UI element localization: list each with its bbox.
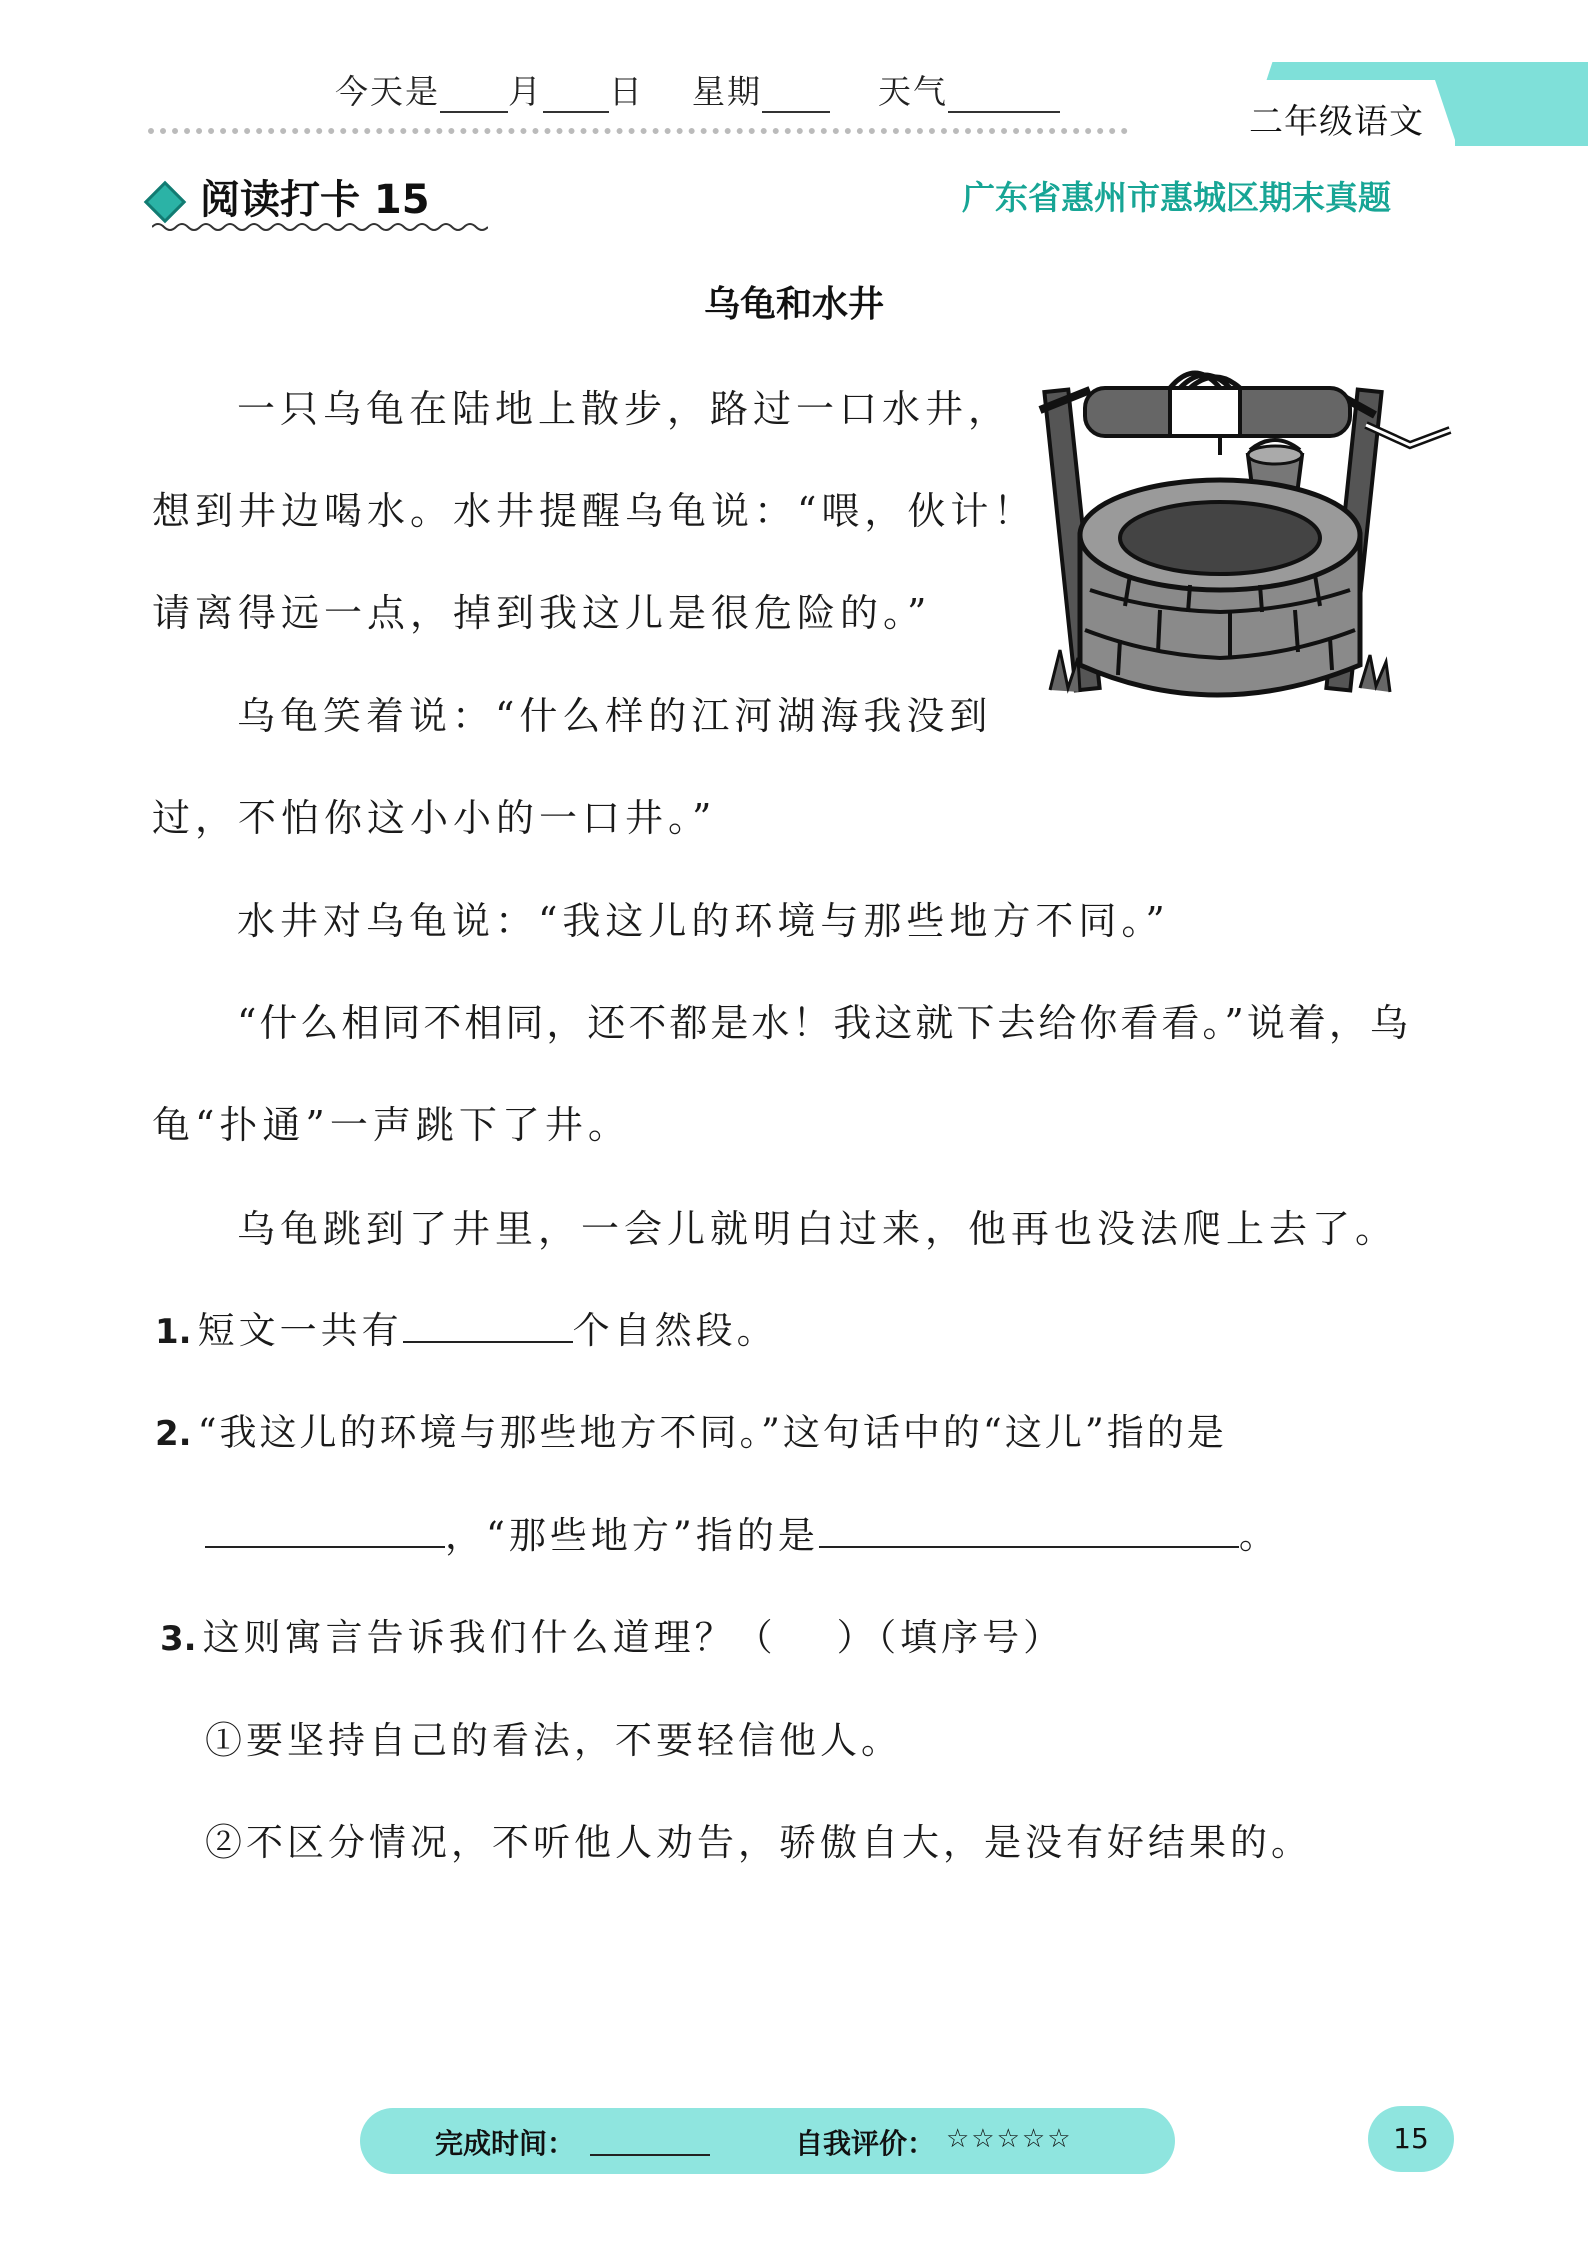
question-text: ）（填序号）	[836, 1616, 1065, 1659]
footer-bar	[360, 2108, 1175, 2174]
story-line: 龟“扑通”一声跳下了井。	[152, 1103, 631, 1147]
page-number: 15	[1368, 2106, 1454, 2172]
question-text: ，“那些地方”指的是	[445, 1514, 819, 1557]
day-blank[interactable]	[543, 77, 609, 113]
date-line	[335, 66, 1060, 113]
wave-underline	[152, 221, 488, 233]
question-number: 3.	[160, 1619, 197, 1659]
question-text: 短文一共有	[197, 1309, 403, 1352]
exam-source: 广东省惠州市惠城区期末真题	[962, 178, 1391, 217]
weather-blank[interactable]	[948, 77, 1060, 113]
story-line: 乌龟跳到了井里，一会儿就明白过来，他再也没法爬上去了。	[237, 1207, 1399, 1251]
story-title: 乌龟和水井	[703, 284, 884, 325]
well-illustration	[1030, 370, 1460, 730]
weekday-blank[interactable]	[762, 77, 830, 113]
answer-blank[interactable]	[403, 1309, 573, 1343]
section-title-text: 阅读打卡 15	[200, 177, 430, 223]
diamond-icon	[144, 181, 186, 223]
rating-stars[interactable]: ☆☆☆☆☆	[946, 2124, 1073, 2154]
section-title	[150, 168, 430, 225]
question-text: 这则寓言告诉我们什么道理？（	[202, 1616, 777, 1659]
question-text: 个自然段。	[572, 1309, 778, 1352]
story-line: 请离得远一点，掉到我这儿是很危险的。”	[152, 591, 932, 635]
question-2	[155, 1402, 1227, 1456]
day-label: 日	[609, 72, 644, 111]
story-line: 一只乌龟在陆地上散步，路过一口水井，	[237, 387, 1012, 431]
option-1: ①要坚持自己的看法，不要轻信他人。	[205, 1719, 902, 1762]
answer-blank[interactable]	[819, 1514, 1239, 1548]
month-label: 月	[508, 72, 543, 111]
story-line: “什么相同不相同，还不都是水！我这就下去给你看看。”说着，乌	[237, 1001, 1411, 1045]
story-line: 水井对乌龟说：“我这儿的环境与那些地方不同。”	[237, 899, 1170, 943]
option-2: ②不区分情况，不听他人劝告，骄傲自大，是没有好结果的。	[205, 1821, 1312, 1864]
story-line: 乌龟笑着说：“什么样的江河湖海我没到	[237, 694, 993, 738]
story-line: 过，不怕你这小小的一口井。”	[152, 796, 717, 840]
weather-label: 天气	[878, 72, 948, 111]
question-3	[160, 1607, 1064, 1661]
today-label: 今天是	[335, 72, 440, 111]
story-line: 想到井边喝水。水井提醒乌龟说：“喂，伙计！	[152, 489, 1037, 533]
weekday-label: 星期	[692, 72, 762, 111]
grade-label: 二年级语文	[1249, 102, 1424, 142]
question-2-answers	[205, 1505, 1280, 1559]
grade-tab	[1225, 62, 1588, 146]
answer-blank[interactable]	[205, 1514, 445, 1548]
month-blank[interactable]	[440, 77, 508, 113]
dotted-divider	[148, 128, 1128, 134]
question-1	[155, 1300, 778, 1354]
time-label: 完成时间：	[435, 2127, 576, 2160]
question-text: “我这儿的环境与那些地方不同。”这句话中的“这儿”指的是	[197, 1411, 1227, 1454]
time-blank[interactable]	[590, 2154, 710, 2156]
question-number: 2.	[155, 1414, 192, 1454]
eval-label: 自我评价：	[795, 2127, 936, 2160]
question-number: 1.	[155, 1312, 192, 1352]
question-text: 。	[1238, 1514, 1280, 1557]
